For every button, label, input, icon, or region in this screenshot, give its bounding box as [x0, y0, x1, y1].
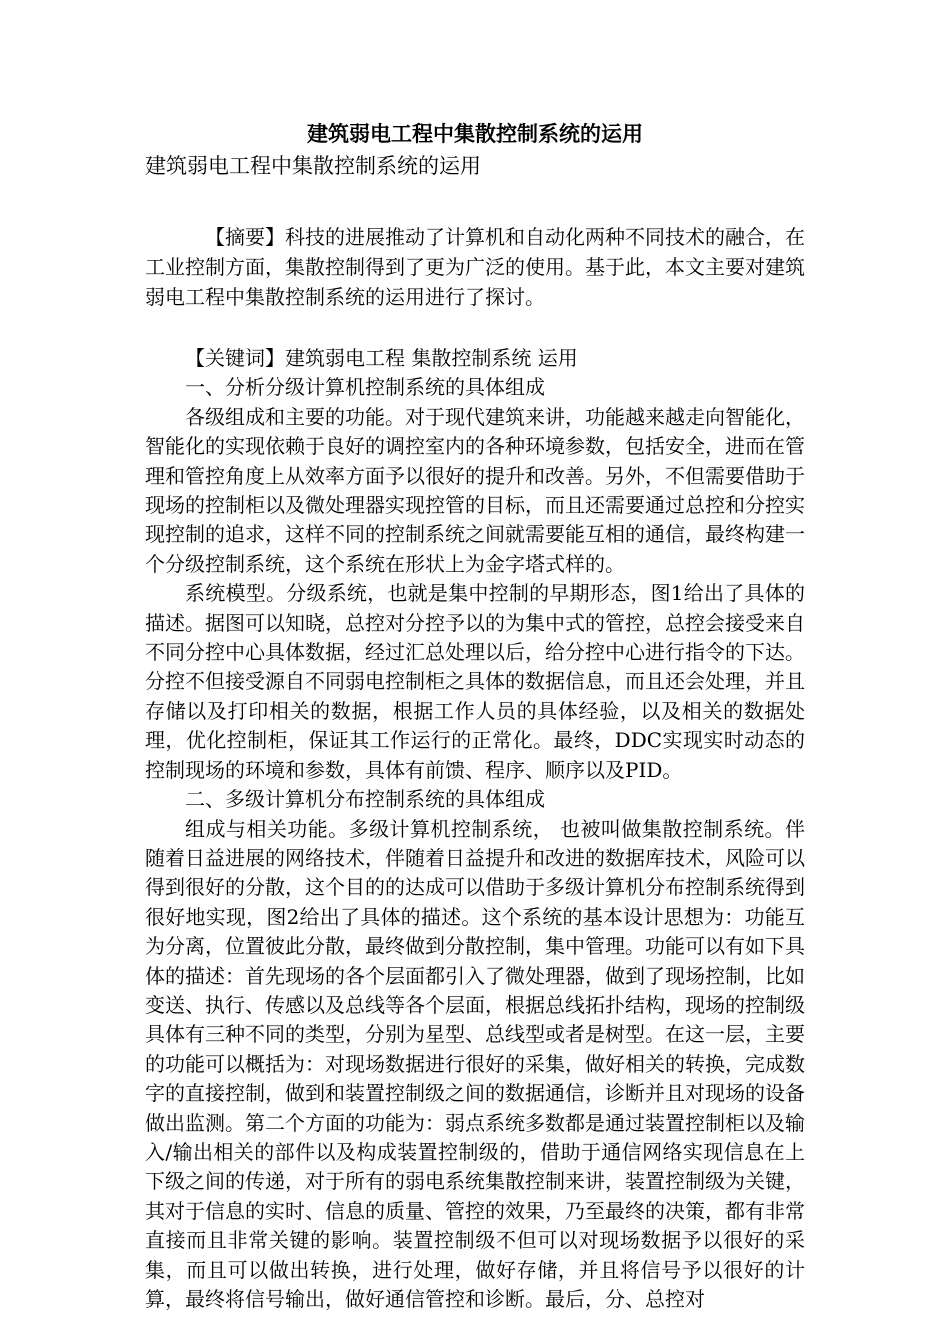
spacer	[145, 182, 805, 222]
section1-paragraph-2: 系统模型。分级系统，也就是集中控制的早期形态，图1给出了具体的描述。据图可以知晓，总控对分控予以的为集中式的管控，总控会接受来自不同分控中心具体数据，经过汇总处理以后，给分控中心进行指令的下达。分控不但接受源自不同弱电控制柜之具体的数据信息，而且还会处理，并且存储以及打印相关的数据，根据工作人员的具体经验，以及相关的数据处理，优化控制柜，保证其工作运行的正常化。最终，DDC实现实时动态的控制现场的环境和参数，具体有前馈、程序、顺序以及PID。	[145, 581, 805, 782]
section-heading-1: 一、分析分级计算机控制系统的具体组成	[185, 375, 545, 400]
document-subtitle: 建筑弱电工程中集散控制系统的运用	[145, 154, 481, 178]
document-page	[145, 118, 805, 1314]
section2-paragraph-1: 组成与相关功能。多级计算机控制系统， 也被叫做集散控制系统。伴随着日益进展的网络技术，伴随着日益提升和改进的数据库技术，风险可以得到很好的分散，这个目的的达成可以借助于多级计算机分布控制系统得到很好地实现，图2给出了具体的描述。这个系统的基本设计思想为：功能互为分离，位置彼此分散，最终做到分散控制，集中管理。功能可以有如下具体的描述：首先现场的各个层面都引入了微处理器，做到了现场控制，比如变送、执行、传感以及总线等各个层面，根据总线拓扑结构，现场的控制级具体有三种不同的类型，分别为星型、总线型或者是树型。在这一层，主要的功能可以概括为：对现场数据进行很好的采集，做好相关的转换，完成数字的直接控制，做到和装置控制级之间的数据通信，诊断并且对现场的设备做出监测。第二个方面的功能为：弱点系统多数都是通过装置控制柜以及输入/输出相关的部件以及构成装置控制级的，借助于通信网络实现信息在上下级之间的传递，对于所有的弱电系统集散控制来讲，装置控制级为关键，其对于信息的实时、信息的质量、管控的效果，乃至最终的决策，都有非常直接而且非常关键的影响。装置控制级不但可以对现场数据予以很好的采集，而且可以做出转换，进行处理，做好存储，并且将信号予以很好的计算，最终将信号输出，做好通信管控和诊断。最后，分、总控对	[145, 816, 805, 1311]
spacer	[145, 312, 805, 344]
section1-paragraph-1: 各级组成和主要的功能。对于现代建筑来讲，功能越来越走向智能化，智能化的实现依赖于良好的调控室内的各种环境参数，包括安全，进而在管理和管控角度上从效率方面予以很好的提升和改善。另外，不但需要借助于现场的控制柜以及微处理器实现控管的目标，而且还需要通过总控和分控实现控制的追求，这样不同的控制系统之间就需要能互相的通信，最终构建一个分级控制系统，这个系统在形状上为金字塔式样的。	[145, 404, 805, 576]
abstract-paragraph: 【摘要】科技的进展推动了计算机和自动化两种不同技术的融合，在工业控制方面，集散控制得到了更为广泛的使用。基于此，本文主要对建筑弱电工程中集散控制系统的运用进行了探讨。	[145, 225, 805, 309]
document-title: 建筑弱电工程中集散控制系统的运用	[307, 121, 643, 146]
keywords-line: 【关键词】建筑弱电工程 集散控制系统 运用	[185, 346, 578, 370]
section-heading-2: 二、多级计算机分布控制系统的具体组成	[185, 787, 545, 812]
